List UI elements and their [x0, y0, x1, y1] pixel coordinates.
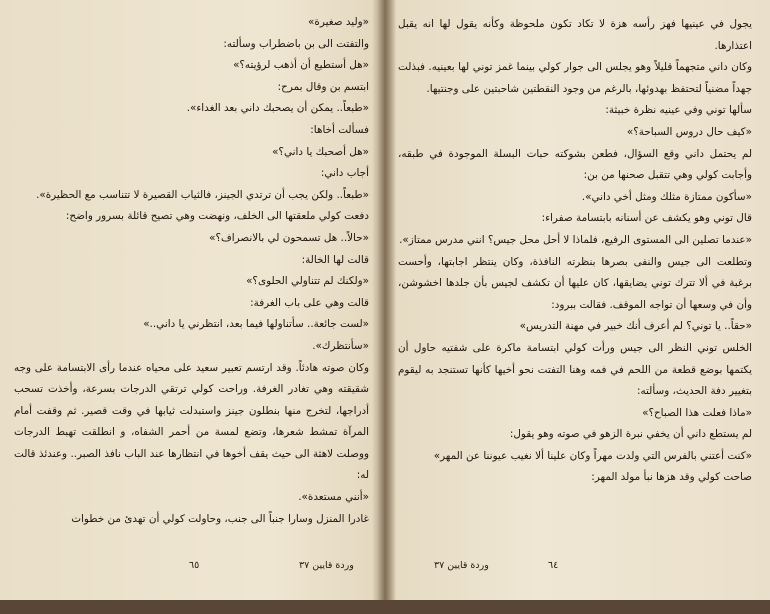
- text-line: والتفتت الى بن باضطراب وسألته:: [223, 37, 369, 50]
- text-line: فسألت أخاها:: [310, 123, 369, 136]
- text-line: «حالاً.. هل تسمحون لي بالانصراف؟»: [209, 231, 369, 244]
- text-paragraph: «كنت أعتني بالفرس التي ولدت مهراً وكان علينا ألا نغيب عيوننا عن المهر»: [433, 449, 752, 462]
- text-line: سألها توني وفي عينيه نظرة خبيثة:: [605, 104, 752, 117]
- text-line: «ماذا فعلت هذا الصباح؟»: [642, 406, 752, 419]
- text-paragraph: يجول في عينيها فهز رأسه هزة لا تكاد تكون ملحوظة وكأنه يقول لها انه يقبل اعتذارها.: [398, 18, 752, 52]
- text-line: غادرا المنزل وسارا جنباً الى جنب، وحاولت كولي أن تهدئ من خطوات: [71, 512, 369, 525]
- left-page: [14, 0, 369, 612]
- text-paragraph: الخلس توني النظر الى جيس ورأت كولي ابتسامة ماكرة على شفتيه حاول أن يكتمها بوضع قطعة من اللحم في فمه وهنا التفتت نحو أخيها كأنها تستنجد به ليقوم بتغيير دفة الحديث، وسألته:: [398, 341, 752, 398]
- text-line: «طبعاً.. يمكن أن يصحبك داني بعد الغداء».: [186, 102, 369, 115]
- text-line: «أنني مستعدة».: [298, 491, 369, 504]
- text-line: قالت لها الخالة:: [301, 253, 369, 266]
- text-paragraph: وتطلعت الى جيس والنفى بصرها بنظرته النافذة، وكان ينتظر اجابتها، وأحست برغبة في ألا تترك توني يضايقها، كان عليها أن تكشف لجيس بأن جلدها اخشوشن، وأن في وسعها أن تواجه الموقف. فقالت ببرود:: [398, 255, 752, 311]
- left-page-footer: [14, 560, 369, 576]
- text-line: «هل أصحبك يا داني؟»: [272, 145, 369, 158]
- text-line: «سأنتظرك».: [312, 339, 369, 352]
- text-paragraph: وكان داني متجهماً قليلاً وهو يجلس الى جوار كولي بينما غمز توني لها بعينيه. فبذلت جهداً مضنياً لتحتفظ بهدوئها، بالرغم من وجود النقطتين شاحبتين على وجنتيها.: [398, 61, 752, 95]
- text-line: ابتسم بن وقال بمرح:: [277, 80, 369, 93]
- text-line: قال توني وهو يكشف عن أسنانه بابتسامة صفراء:: [541, 212, 752, 225]
- running-title: وردة قايين ٣٧: [299, 560, 354, 571]
- right-page: [398, 0, 752, 614]
- running-title: وردة قايين ٣٧: [434, 560, 489, 571]
- text-line: أجاب داني:: [320, 167, 369, 180]
- text-line: «لست جائعة.. سأتناولها فيما بعد، انتظرني يا داني..»: [143, 318, 369, 331]
- text-paragraph: دفعت كولي ملعقتها الى الخلف، ونهضت وهي تصيح قائلة بسرور واضح:: [65, 210, 369, 223]
- right-page-footer: [398, 560, 752, 576]
- text-line: لم يستطع داني أن يخفي نبرة الزهو في صوته وهو يقول:: [509, 428, 752, 441]
- text-line: قالت وهي على باب الغرفة:: [250, 296, 369, 309]
- text-line: «هل أستطيع أن أذهب لرؤيته؟»: [233, 59, 369, 72]
- text-line: «حقاً.. يا توني؟ لم أعرف أنك خبير في مهنة التدريس»: [519, 320, 752, 333]
- text-paragraph: «عندما تصلين الى المستوى الرفيع، فلماذا لا أحل محل جيس؟ انني مدرس ممتاز».: [399, 233, 752, 246]
- text-line: صاحت كولي وقد هزها نبأ مولد المهر:: [591, 471, 752, 484]
- text-line: «كيف حال دروس السباحة؟»: [626, 125, 752, 138]
- page-number: ٦٤: [548, 560, 559, 571]
- book-gutter: [372, 0, 396, 600]
- text-paragraph: لم يحتمل داني وقع السؤال، فطعن بشوكته حبات البسلة الموجودة في طبقه، وأجابت كولي وهي تتقبل صحنها من بن:: [398, 147, 752, 182]
- text-line: «ولكنك لم تتناولي الحلوى؟»: [246, 275, 369, 288]
- text-paragraph: «طبعاً.. ولكن يجب أن ترتدي الجينز، فالثياب القصيرة لا تتناسب مع الحظيرة».: [36, 188, 369, 201]
- text-line: «سأكون ممتازة مثلك ومثل أخي داني».: [581, 190, 752, 203]
- text-paragraph: وكان صوته هادئاً. وقد ارتسم تعبير سعيد على محياه عندما رأى الابتسامة على وجه شقيقته وهي تغادر الغرفة. وراحت كولي ترتقي الدرجات بسرعة، وأخذت تسحب أدراجها، لتخرج منها بنطلون جينز واستبدلت ثيابها في وقت قصير. ثم وقفت أمام المرآة تمشط شعرها، وتضع لمسة من أحمر الشفاه، و انطلقت تهبط الدرجات ووصلت لاهثة الى حيث يقف أخوها في انتظارها عند الباب نافذ الصبر.. وعندئذ قالت له:: [14, 361, 369, 482]
- page-number: ٦٥: [189, 560, 200, 571]
- text-line: «وليد صغيرة»: [308, 16, 369, 28]
